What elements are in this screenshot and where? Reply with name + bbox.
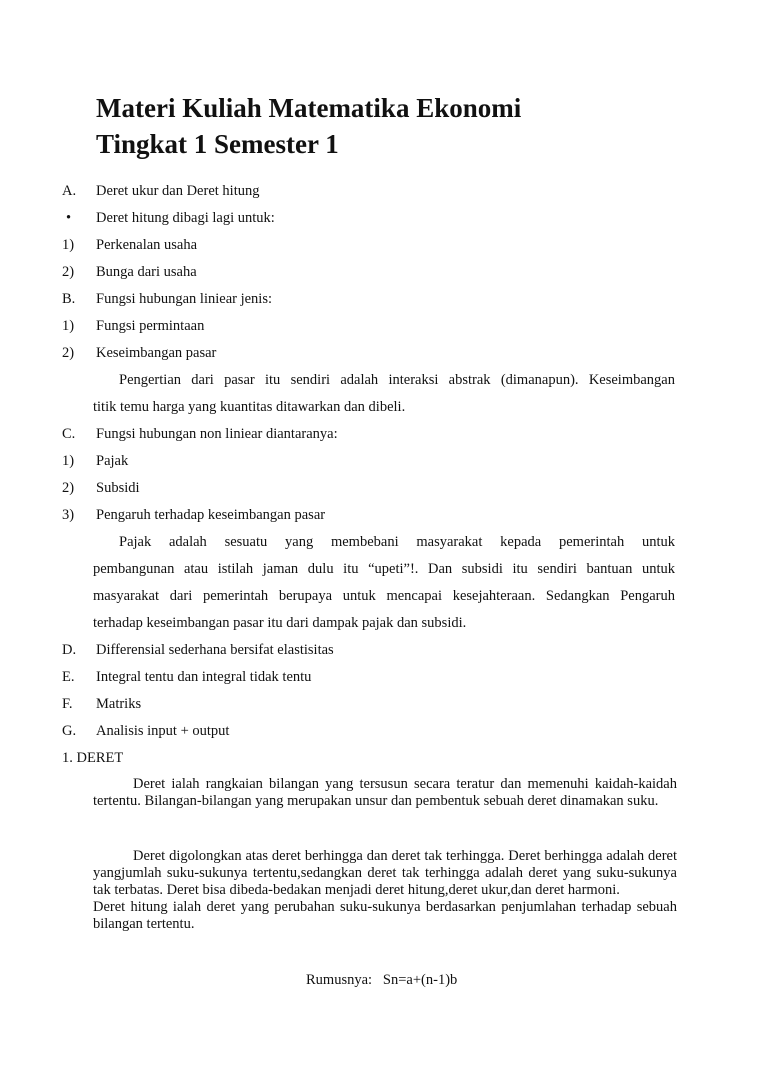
- list-marker: 2): [62, 264, 75, 280]
- paragraph: [93, 776, 677, 810]
- list-text: Deret ukur dan Deret hitung: [96, 183, 260, 199]
- formula: Rumusnya: Sn=a+(n-1)b: [306, 972, 458, 988]
- list-text: Deret hitung dibagi lagi untuk:: [96, 210, 275, 226]
- list-text: Matriks: [96, 696, 142, 712]
- list-text: Differensial sederhana bersifat elastisitas: [96, 642, 334, 658]
- paragraph: [93, 848, 677, 933]
- list-marker: G.: [62, 723, 77, 739]
- list-marker: 1): [62, 237, 75, 253]
- paragraph-line: masyarakat dari pemerintah berupaya untuk mencapai kesejahteraan. Sedangkan Pengaruh: [93, 588, 675, 604]
- paragraph-text: Deret ialah rangkaian bilangan yang tersusun secara teratur dan memenuhi kaidah-kaidah tertentu. Bilangan-bilangan yang merupakan unsur dan pembentuk sebuah deret dinamakan suku.: [93, 776, 677, 809]
- title-line-2: Tingkat 1 Semester 1: [96, 129, 339, 159]
- title-line-1: Materi Kuliah Matematika Ekonomi: [96, 93, 522, 123]
- list-text: Integral tentu dan integral tidak tentu: [96, 669, 312, 685]
- list-text: Subsidi: [96, 480, 140, 496]
- paragraph-line: pembangunan atau istilah jaman dulu itu “upeti”!. Dan subsidi itu sendiri bantuan untuk: [93, 561, 675, 577]
- page-title: [96, 90, 521, 162]
- list-marker: 2): [62, 345, 75, 361]
- list-text: Perkenalan usaha: [96, 237, 198, 253]
- paragraph-line: Pajak adalah sesuatu yang membebani masyarakat kepada pemerintah untuk: [119, 534, 675, 550]
- paragraph-text: Deret hitung ialah deret yang perubahan suku-sukunya berdasarkan penjumlahan terhadap sebuah bilangan tertentu.: [93, 899, 677, 932]
- list-marker: 3): [62, 507, 75, 523]
- list-marker: 1): [62, 318, 75, 334]
- list-marker: E.: [62, 669, 75, 685]
- list-text: Pengaruh terhadap keseimbangan pasar: [96, 507, 326, 523]
- list-text: Fungsi hubungan liniear jenis:: [96, 291, 272, 307]
- list-text: Fungsi hubungan non liniear diantaranya:: [96, 426, 338, 442]
- paragraph-line: titik temu harga yang kuantitas ditawarkan dan dibeli.: [93, 399, 406, 415]
- list-text: Bunga dari usaha: [96, 264, 197, 280]
- bullet-icon: •: [66, 210, 72, 226]
- list-marker: C.: [62, 426, 76, 442]
- paragraph-line: Pengertian dari pasar itu sendiri adalah interaksi abstrak (dimanapun). Keseimbangan: [119, 372, 675, 388]
- list-marker: 1): [62, 453, 75, 469]
- list-text: Fungsi permintaan: [96, 318, 205, 334]
- list-text: Pajak: [96, 453, 129, 469]
- paragraph-text: Deret digolongkan atas deret berhingga dan deret tak terhingga. Deret berhingga adalah deret yangjumlah suku-sukunya tertentu,sedangkan deret tak terhingga adalah deret yang suku-sukunya tak terbatas. Deret bisa dibeda-bedakan menjadi deret hitung,deret ukur,dan deret harmoni.: [93, 848, 677, 898]
- list-marker: B.: [62, 291, 76, 307]
- paragraph-line: terhadap keseimbangan pasar itu dari dampak pajak dan subsidi.: [93, 615, 467, 631]
- list-text: Analisis input + output: [96, 723, 230, 739]
- list-marker: A.: [62, 183, 77, 199]
- list-marker: 2): [62, 480, 75, 496]
- section-heading: 1. DERET: [62, 750, 124, 766]
- list-marker: F.: [62, 696, 73, 712]
- list-text: Keseimbangan pasar: [96, 345, 217, 361]
- list-marker: D.: [62, 642, 77, 658]
